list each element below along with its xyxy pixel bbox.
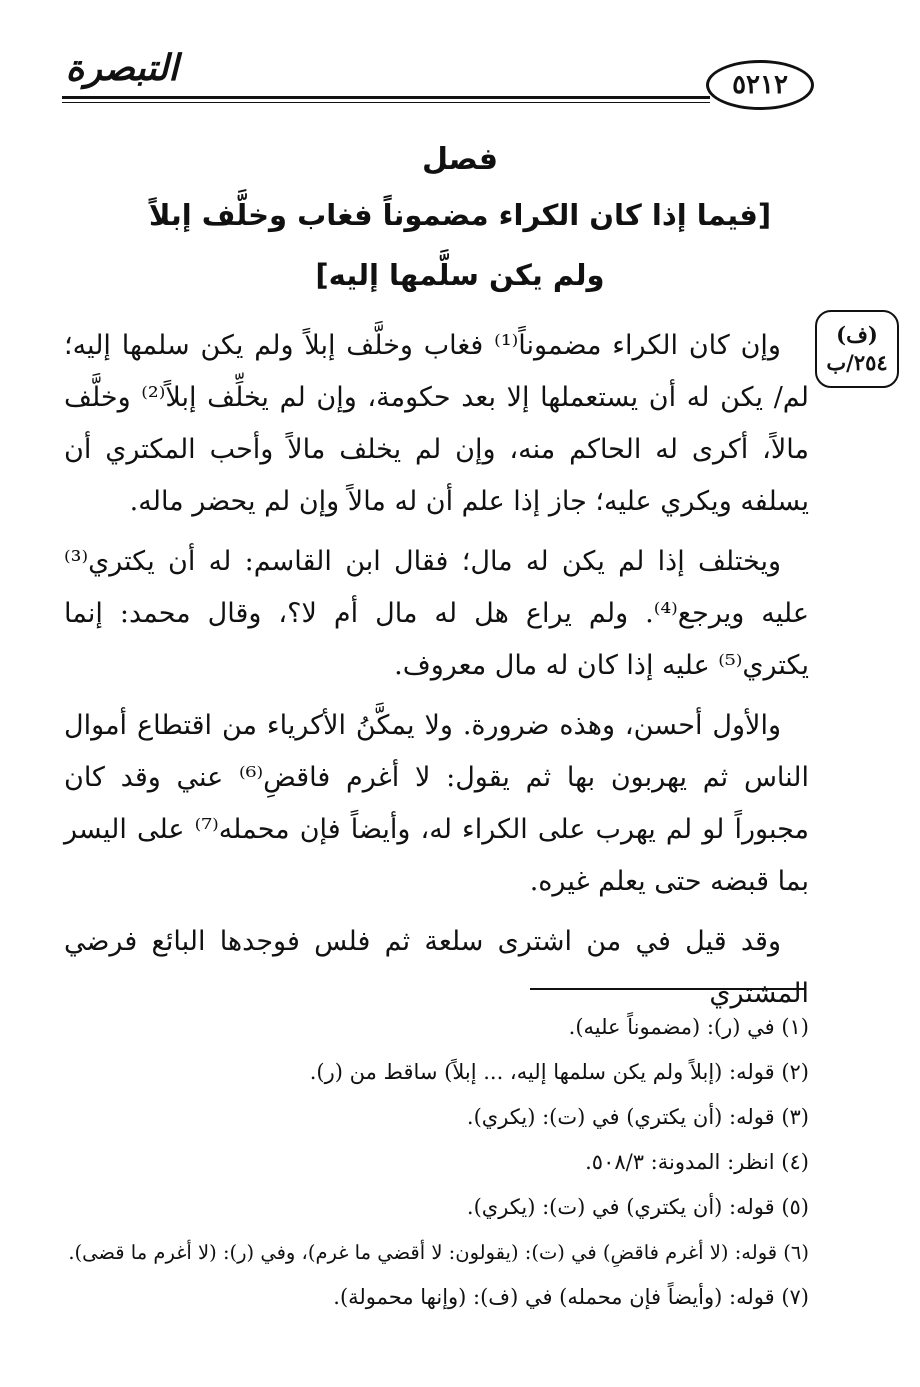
footnotes — [64, 1005, 809, 1320]
margin-reference-source: (ف) — [836, 322, 878, 347]
footnote-4: (٤) انظر: المدونة: ٥٠٨/٣. — [585, 1150, 809, 1174]
footnote-separator — [530, 988, 806, 990]
paragraph-3: والأول أحسن، وهذه ضرورة. ولا يمكَّنُ الأكرياء من اقتطاع أموال الناس ثم يهربون بها ثم يقول: لا أغرم فاقضِ⁽⁶⁾ عني وقد كان مجبوراً لو لم يهرب على الكراء له، وأيضاً فإن محمله⁽⁷⁾ على اليسر بما قبضه حتى يعلم غيره. — [64, 710, 809, 897]
footnote-6: (٦) قوله: (لا أغرم فاقضِ) في (ت): (يقولون: لا أقضي ما غرم)، وفي (ر): (لا أغرم ما قضى). — [68, 1241, 809, 1264]
section-title-line1: [فيما إذا كان الكراء مضموناً فغاب وخلَّف إبلاً — [148, 198, 772, 232]
page-header — [0, 0, 920, 130]
header-rule-thin — [62, 102, 710, 103]
paragraph-1: وإن كان الكراء مضموناً⁽¹⁾ فغاب وخلَّف إبلاً ولم يكن سلمها إليه؛ لم/ يكن له أن يستعملها إلا بعد حكومة، وإن لم يخلِّف إبلاً⁽²⁾ وخلَّف مالاً، أكرى له الحاكم منه، وإن لم يخلف مالاً وأحب المكتري أن يسلفه ويكري عليه؛ جاز إذا علم أن له مالاً وإن لم يحضر ماله. — [64, 330, 809, 517]
footnote-2: (٢) قوله: (إبلاً ولم يكن سلمها إليه، ... إبلاً) ساقط من (ر). — [309, 1060, 809, 1084]
footnote-5: (٥) قوله: (أن يكتري) في (ت): (يكري). — [466, 1195, 809, 1219]
paragraph-4: وقد قيل في من اشترى سلعة ثم فلس فوجدها البائع فرضي المشتري — [64, 926, 809, 1009]
book-title: التبصرة — [65, 47, 179, 89]
section-label: فصل — [422, 142, 498, 177]
page-number: ٥٢١٢ — [706, 60, 814, 110]
footnote-1: (١) في (ر): (مضموناً عليه). — [568, 1015, 809, 1039]
paragraph-2: ويختلف إذا لم يكن له مال؛ فقال ابن القاسم: له أن يكتري⁽³⁾ عليه ويرجع⁽⁴⁾. ولم يراع هل له مال أم لا؟، وقال محمد: إنما يكتري⁽⁵⁾ عليه إذا كان له مال معروف. — [64, 546, 809, 681]
footnote-3: (٣) قوله: (أن يكتري) في (ت): (يكري). — [466, 1105, 809, 1129]
header-rule — [62, 96, 710, 99]
section-title-line2: ولم يكن سلَّمها إليه] — [315, 258, 605, 292]
margin-reference-folio: ٢٥٤/ب — [826, 350, 888, 375]
main-text — [64, 320, 809, 1020]
footnote-7: (٧) قوله: (وأيضاً فإن محمله) في (ف): (وإنها محمولة). — [333, 1285, 809, 1309]
margin-reference — [815, 310, 899, 388]
